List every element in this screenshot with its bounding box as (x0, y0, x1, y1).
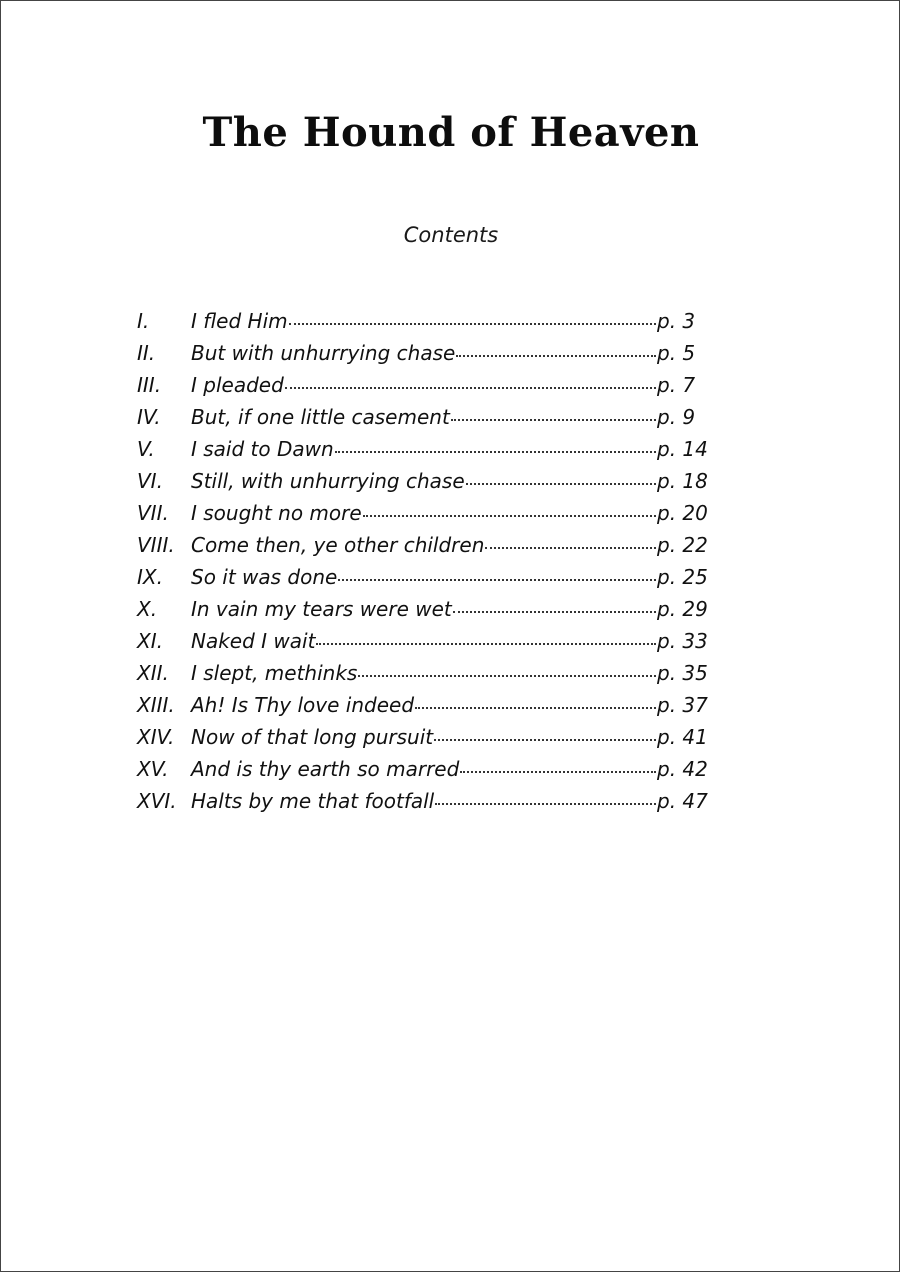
dot-leader (316, 643, 656, 645)
toc-numeral: XII. (137, 661, 169, 685)
toc-page: p. 5 (657, 341, 696, 365)
toc-entry (137, 693, 717, 725)
toc-page: p. 42 (657, 757, 708, 781)
toc-numeral: V. (137, 437, 155, 461)
toc-entry (137, 469, 717, 501)
toc-title: Ah! Is Thy love indeed (191, 693, 415, 717)
toc-entry (137, 341, 717, 373)
toc-title: I fled Him (191, 309, 288, 333)
toc-page: p. 33 (657, 629, 708, 653)
dot-leader (435, 803, 656, 805)
toc-title: Come then, ye other children (191, 533, 485, 557)
dot-leader (466, 483, 656, 485)
toc-title: I slept, methinks (191, 661, 358, 685)
document-title: The Hound of Heaven (202, 109, 700, 156)
toc-title: Now of that long pursuit (191, 725, 434, 749)
toc-title: Halts by me that footfall (191, 789, 435, 813)
toc-numeral: XV. (137, 757, 169, 781)
toc-numeral: II. (137, 341, 156, 365)
toc-title: I sought no more (191, 501, 362, 525)
toc-numeral: I. (137, 309, 150, 333)
toc-page: p. 14 (657, 437, 708, 461)
dot-leader (485, 547, 656, 549)
toc-numeral: X. (137, 597, 158, 621)
toc-numeral: III. (137, 373, 162, 397)
dot-leader (460, 771, 656, 773)
toc-page: p. 18 (657, 469, 708, 493)
toc-page: p. 3 (657, 309, 696, 333)
toc-numeral: XVI. (137, 789, 177, 813)
toc-numeral: IX. (137, 565, 163, 589)
toc-page: p. 22 (657, 533, 708, 557)
dot-leader (363, 515, 656, 517)
dot-leader (289, 323, 656, 325)
dot-leader (338, 579, 656, 581)
toc-title: So it was done (191, 565, 338, 589)
toc-entry (137, 597, 717, 629)
toc-entry (137, 437, 717, 469)
toc-entry (137, 757, 717, 789)
dot-leader (453, 611, 656, 613)
toc-page: p. 20 (657, 501, 708, 525)
toc-page: p. 29 (657, 597, 708, 621)
dot-leader (335, 451, 656, 453)
toc-entry (137, 661, 717, 693)
toc-entry (137, 373, 717, 405)
toc-title: Naked I wait (191, 629, 316, 653)
toc-page: p. 37 (657, 693, 708, 717)
toc-title: I pleaded (191, 373, 284, 397)
toc-title: But, if one little casement (191, 405, 450, 429)
toc-title: In vain my tears were wet (191, 597, 452, 621)
toc-page: p. 47 (657, 789, 708, 813)
dot-leader (456, 355, 656, 357)
dot-leader (451, 419, 656, 421)
toc-title: But with unhurrying chase (191, 341, 456, 365)
toc-entry (137, 405, 717, 437)
toc-entry (137, 629, 717, 661)
toc-page: p. 9 (657, 405, 696, 429)
toc-page: p. 41 (657, 725, 708, 749)
toc-entry (137, 501, 717, 533)
toc-numeral: XIII. (137, 693, 175, 717)
toc-numeral: IV. (137, 405, 161, 429)
table-of-contents (137, 309, 717, 821)
toc-numeral: XI. (137, 629, 163, 653)
toc-title: Still, with unhurrying chase (191, 469, 465, 493)
toc-entry (137, 533, 717, 565)
toc-page: p. 7 (657, 373, 696, 397)
toc-title: And is thy earth so marred (191, 757, 460, 781)
dot-leader (434, 739, 656, 741)
toc-entry (137, 789, 717, 821)
toc-numeral: XIV. (137, 725, 175, 749)
dot-leader (358, 675, 656, 677)
toc-numeral: VII. (137, 501, 169, 525)
dot-leader (285, 387, 656, 389)
contents-heading: Contents (403, 223, 499, 247)
dot-leader (415, 707, 656, 709)
toc-numeral: VI. (137, 469, 163, 493)
toc-title: I said to Dawn (191, 437, 334, 461)
toc-entry (137, 309, 717, 341)
toc-entry (137, 565, 717, 597)
toc-page: p. 35 (657, 661, 708, 685)
toc-entry (137, 725, 717, 757)
toc-page: p. 25 (657, 565, 708, 589)
toc-numeral: VIII. (137, 533, 175, 557)
